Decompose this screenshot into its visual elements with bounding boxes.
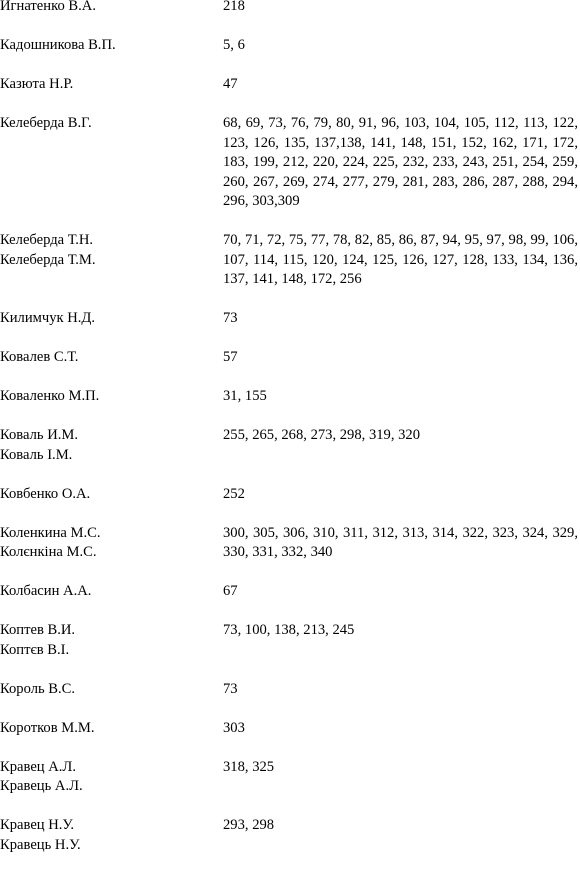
entry-names: [0, 485, 223, 505]
person-name: Келеберда В.Г.: [0, 115, 92, 131]
person-name: Килимчук Н.Д.: [0, 310, 96, 326]
entry-names: [0, 36, 223, 56]
page-references: 318, 325: [223, 758, 275, 775]
page-references: 5, 6: [223, 37, 245, 53]
page-references: 73, 100, 138, 213, 245: [223, 622, 355, 638]
index-entry: [0, 348, 580, 368]
person-name: Келеберда Т.М.: [0, 251, 96, 268]
index-entry: [0, 719, 580, 739]
page-references: 218: [223, 0, 245, 14]
page-references: 57: [223, 349, 238, 365]
index-entry: [0, 231, 580, 290]
person-name: Колєнкіна М.С.: [0, 544, 97, 560]
entry-names: [0, 621, 223, 660]
person-name: Коленкина М.С.: [0, 524, 101, 541]
page-references: 70, 71, 72, 75, 77, 78, 82, 85, 86, 87, 94, 95, 97, 98, 99, 106, 107, 114, 115, 120, 124, 125, 126, 127, 128, 133, 134, 136, 137, 141, 148, 172, 256: [223, 232, 578, 287]
person-name: Коваль І.М.: [0, 446, 73, 463]
page-references: 67: [223, 583, 238, 599]
person-name: Кадошникова В.П.: [0, 37, 116, 53]
index-entry: [0, 758, 580, 797]
person-name: Коротков М.М.: [0, 719, 95, 736]
page-references: 252: [223, 485, 245, 502]
page-references: 300, 305, 306, 310, 311, 312, 313, 314, 322, 323, 324, 329, 330, 331, 332, 340: [223, 524, 578, 560]
entry-names: [0, 114, 223, 212]
entry-names: [0, 348, 223, 368]
person-name: Кравець Н.У.: [0, 836, 81, 853]
entry-names: [0, 231, 223, 290]
index-entry: [0, 0, 580, 17]
page-references: 73: [223, 310, 238, 326]
page-references: 47: [223, 76, 238, 92]
page-references: 68, 69, 73, 76, 79, 80, 91, 96, 103, 104, 105, 112, 113, 122, 123, 126, 135, 137,138, 141, 148, 151, 152, 162, 171, 172, 183, 199, 212, 220, 224, 225, 232, 233, 243, 251, 254, 259, 260, 267, 269, 274, 277, 279, 281, 283, 286, 287, 288, 294, 296, 303,309: [223, 115, 578, 209]
entry-names: [0, 582, 223, 602]
person-name: Казюта Н.Р.: [0, 76, 74, 92]
entry-names: [0, 758, 223, 797]
entry-names: [0, 75, 223, 95]
index-entry: [0, 582, 580, 602]
index-entry: [0, 816, 580, 855]
entry-names: [0, 387, 223, 407]
entry-names: [0, 0, 223, 17]
person-name: Коптев В.И.: [0, 622, 76, 638]
index-entry: [0, 621, 580, 660]
entry-names: [0, 426, 223, 465]
person-name: Ковбенко О.А.: [0, 485, 91, 502]
page-references: 303: [223, 719, 245, 736]
index-entry: [0, 426, 580, 465]
page-references: 293, 298: [223, 817, 275, 833]
index-entry: [0, 114, 580, 212]
person-name: Колбасин А.А.: [0, 583, 92, 599]
person-name: Ковалев С.Т.: [0, 349, 79, 365]
person-name: Коваль И.М.: [0, 427, 79, 443]
person-name: Кравець А.Л.: [0, 778, 83, 794]
entry-names: [0, 680, 223, 700]
entry-names: [0, 719, 223, 739]
person-name: Король В.С.: [0, 680, 76, 697]
person-name: Игнатенко В.А.: [0, 0, 96, 14]
entry-names: [0, 309, 223, 329]
person-name: Келеберда Т.Н.: [0, 232, 94, 248]
person-name: Коваленко М.П.: [0, 388, 100, 404]
index-entry: [0, 75, 580, 95]
person-name: Коптєв В.І.: [0, 641, 70, 658]
page-references: 73: [223, 680, 238, 697]
entry-names: [0, 524, 223, 563]
entry-names: [0, 816, 223, 855]
index-entry: [0, 387, 580, 407]
page-references: 255, 265, 268, 273, 298, 319, 320: [223, 427, 421, 443]
index-entry: [0, 485, 580, 505]
index-entry: [0, 309, 580, 329]
page-references: 31, 155: [223, 388, 267, 404]
index-entry: [0, 524, 580, 563]
index-entry: [0, 36, 580, 56]
person-name: Кравец Н.У.: [0, 817, 75, 833]
index-entry: [0, 680, 580, 700]
person-name: Кравец А.Л.: [0, 758, 76, 775]
